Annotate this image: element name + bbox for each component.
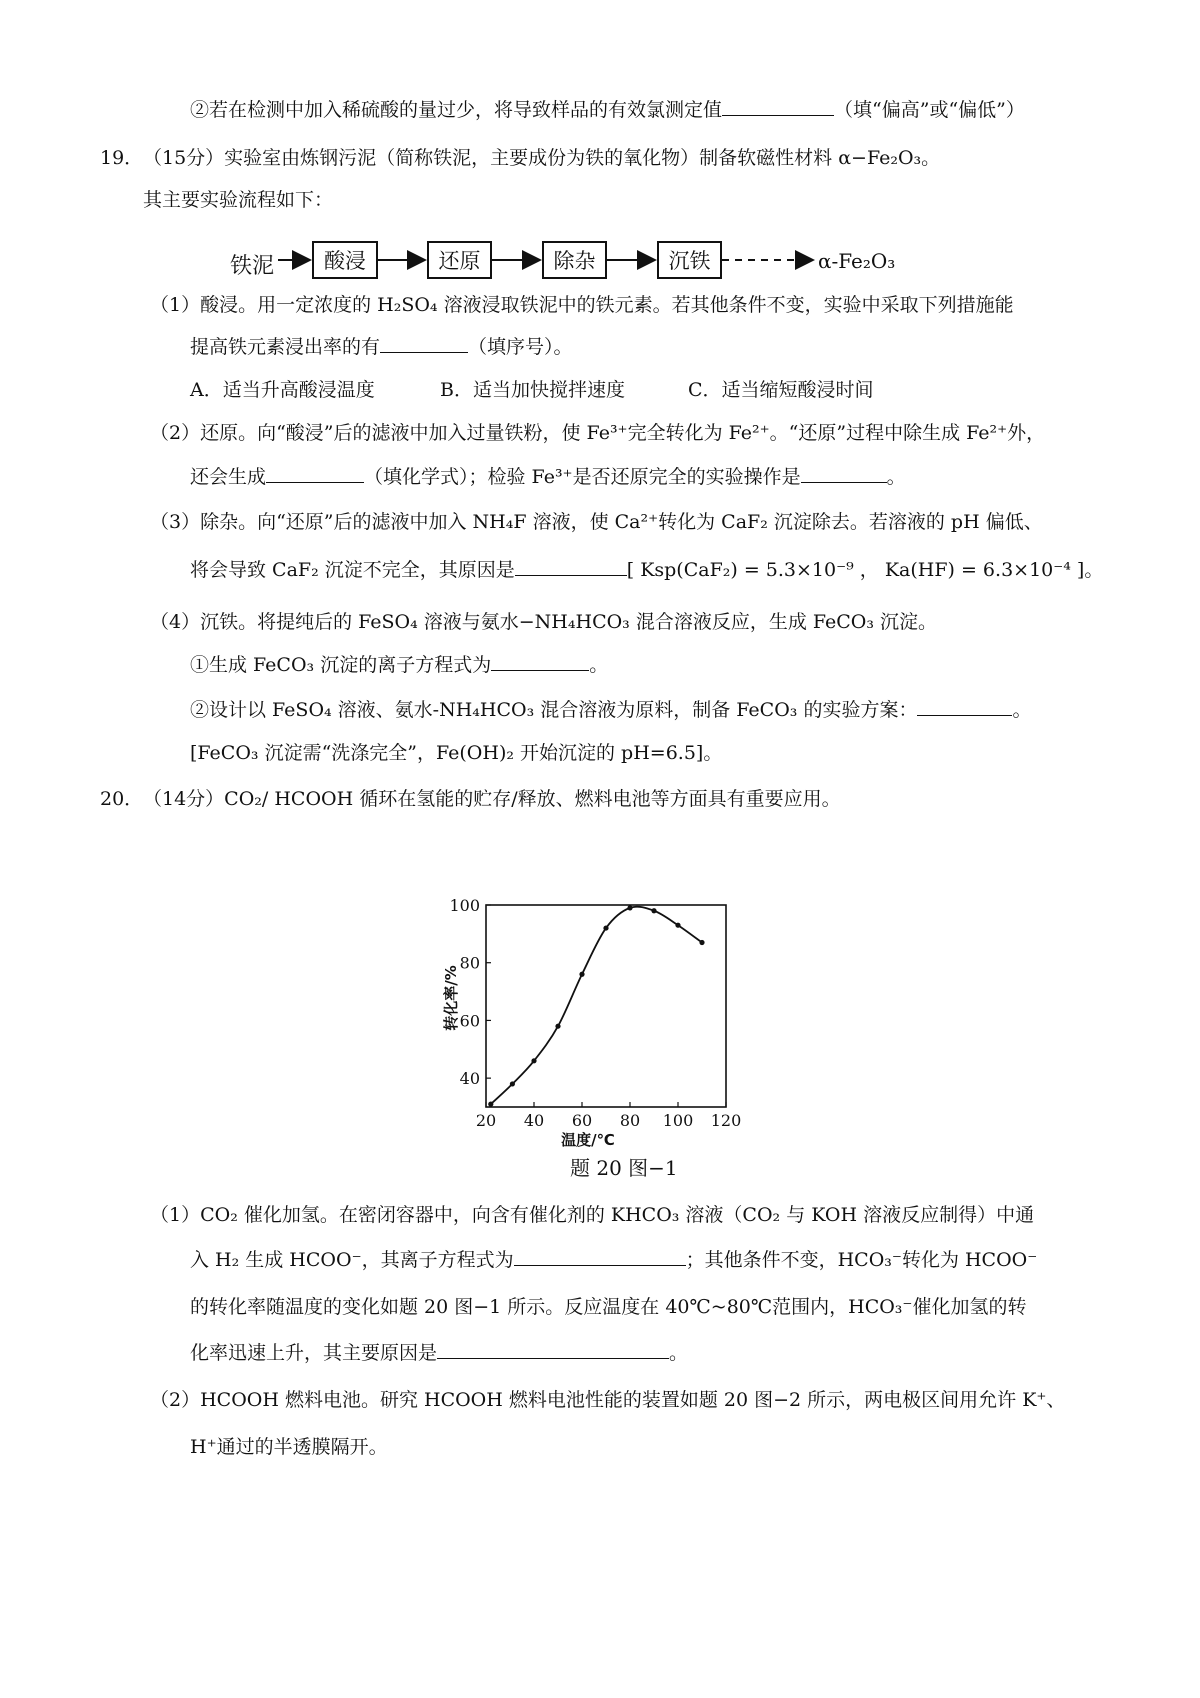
q19-p3-line2: 将会导致 CaF₂ 沉淀不完全，其原因是 [ Ksp(CaF₂) = 5.3×10⁻⁹ ， Ka(HF) = 6.3×10⁻⁴ ]。	[190, 559, 1104, 581]
q19-p1-line2: 提高铁元素浸出率的有 （填序号）。	[190, 336, 573, 358]
q20-stem: （14分）CO₂/ HCOOH 循环在氢能的贮存/释放、燃料电池等方面具有重要应用。	[143, 788, 841, 810]
answer-blank[interactable]	[515, 557, 627, 576]
q20-p1-line3: 的转化率随温度的变化如题 20 图−1 所示。反应温度在 40℃~80℃范围内，HCO₃⁻催化加氢的转	[190, 1296, 1027, 1318]
data-point	[651, 908, 656, 913]
q19-p4-item1: ①生成 FeCO₃ 沉淀的离子方程式为 。	[190, 654, 609, 676]
flow-step-iron-precipitation: 沉铁	[657, 241, 722, 279]
answer-blank[interactable]	[491, 652, 589, 671]
x-tick-label: 100	[662, 1111, 694, 1130]
answer-blank[interactable]	[437, 1340, 669, 1359]
q19-p4-note: [FeCO₃ 沉淀需“洗涤完全”，Fe(OH)₂ 开始沉淀的 pH=6.5]。	[190, 742, 723, 764]
data-point	[603, 925, 608, 930]
y-tick-label: 100	[449, 896, 480, 915]
q19-number: 19．	[100, 147, 144, 169]
data-point	[531, 1058, 536, 1063]
answer-blank[interactable]	[722, 97, 834, 116]
x-tick-label: 120	[710, 1111, 742, 1130]
q20-p2-line1: （2）HCOOH 燃料电池。研究 HCOOH 燃料电池性能的装置如题 20 图−2 所示，两电极区间用允许 K⁺、	[150, 1389, 1066, 1411]
q19-p4-line1: （4）沉铁。将提纯后的 FeSO₄ 溶液与氨水−NH₄HCO₃ 混合溶液反应，生成 FeCO₃ 沉淀。	[150, 611, 938, 633]
q19-option-a: A．适当升高酸浸温度	[190, 379, 375, 401]
y-tick-label: 60	[459, 1011, 480, 1031]
flow-start-label: 铁泥	[230, 254, 275, 279]
flow-step-reduction: 还原	[427, 241, 492, 279]
q19-p4-item2: ②设计以 FeSO₄ 溶液、氨水-NH₄HCO₃ 混合溶液为原料，制备 FeCO₃ 的实验方案： 。	[190, 699, 1032, 721]
q18-item2: ②若在检测中加入稀硫酸的量过少，将导致样品的有效氯测定值 （填“偏高”或“偏低”）	[190, 99, 1025, 121]
flow-end-label: α-Fe₂O₃	[818, 249, 896, 273]
flow-step-impurity-removal: 除杂	[542, 241, 607, 279]
data-point	[579, 972, 584, 977]
answer-blank[interactable]	[801, 464, 887, 483]
y-tick-label: 40	[459, 1069, 480, 1089]
q19-flow-intro: 其主要实验流程如下：	[143, 189, 334, 211]
q20-p1-line4: 化率迅速上升，其主要原因是 。	[190, 1342, 689, 1364]
x-tick-label: 80	[619, 1111, 641, 1130]
process-flow-diagram	[230, 235, 980, 287]
q20-p1-line2: 入 H₂ 生成 HCOO⁻，其离子方程式为 ；其他条件不变，HCO₃⁻转化为 HCOO⁻	[190, 1249, 1038, 1271]
data-point	[488, 1102, 493, 1107]
q19-p3-line1: （3）除杂。向“还原”后的滤液中加入 NH₄F 溶液，使 Ca²⁺转化为 CaF₂ 沉淀除去。若溶液的 pH 偏低、	[150, 511, 1043, 533]
q19-p2-line1: （2）还原。向“酸浸”后的滤液中加入过量铁粉，使 Fe³⁺完全转化为 Fe²⁺。“还原”过程中除生成 Fe²⁺外，	[150, 422, 1046, 444]
q19-option-c: C．适当缩短酸浸时间	[688, 379, 874, 401]
data-point	[675, 923, 680, 928]
y-axis-label: 转化率/%	[442, 965, 460, 1031]
q20-p1-line1: （1）CO₂ 催化加氢。在密闭容器中，向含有催化剂的 KHCO₃ 溶液（CO₂ 与 KOH 溶液反应制得）中通	[150, 1204, 1035, 1226]
data-point	[699, 940, 704, 945]
q19-p1-line1: （1）酸浸。用一定浓度的 H₂SO₄ 溶液浸取铁泥中的铁元素。若其他条件不变，实验中采取下列措施能	[150, 294, 1014, 316]
q19-option-b: B．适当加快搅拌速度	[440, 379, 625, 401]
conversion-rate-chart	[440, 895, 780, 1190]
y-tick-label: 80	[459, 953, 480, 973]
answer-blank[interactable]	[514, 1247, 686, 1266]
x-axis-label: 温度/℃	[561, 1131, 615, 1149]
x-tick-label: 20	[475, 1111, 497, 1130]
plot-frame	[486, 905, 726, 1107]
figure-caption: 题 20 图−1	[570, 1156, 678, 1180]
chart-svg	[440, 895, 780, 1165]
q19-p2-line2: 还会生成 （填化学式）；检验 Fe³⁺是否还原完全的实验操作是 。	[190, 466, 906, 488]
answer-blank[interactable]	[266, 464, 364, 483]
answer-blank[interactable]	[917, 697, 1012, 716]
q19-stem: （15分）实验室由炼钢污泥（简称铁泥，主要成份为铁的氧化物）制备软磁性材料 α−Fe₂O₃。	[143, 147, 941, 169]
answer-blank[interactable]	[380, 334, 468, 353]
q20-p2-line2: H⁺通过的半透膜隔开。	[190, 1436, 388, 1458]
data-point	[627, 905, 632, 910]
x-tick-label: 40	[523, 1111, 545, 1130]
data-point	[510, 1081, 515, 1086]
q20-number: 20．	[100, 788, 144, 810]
data-point	[555, 1024, 560, 1029]
flow-step-acid-leach: 酸浸	[312, 241, 378, 279]
x-tick-label: 60	[571, 1111, 593, 1130]
series-line	[491, 907, 702, 1104]
